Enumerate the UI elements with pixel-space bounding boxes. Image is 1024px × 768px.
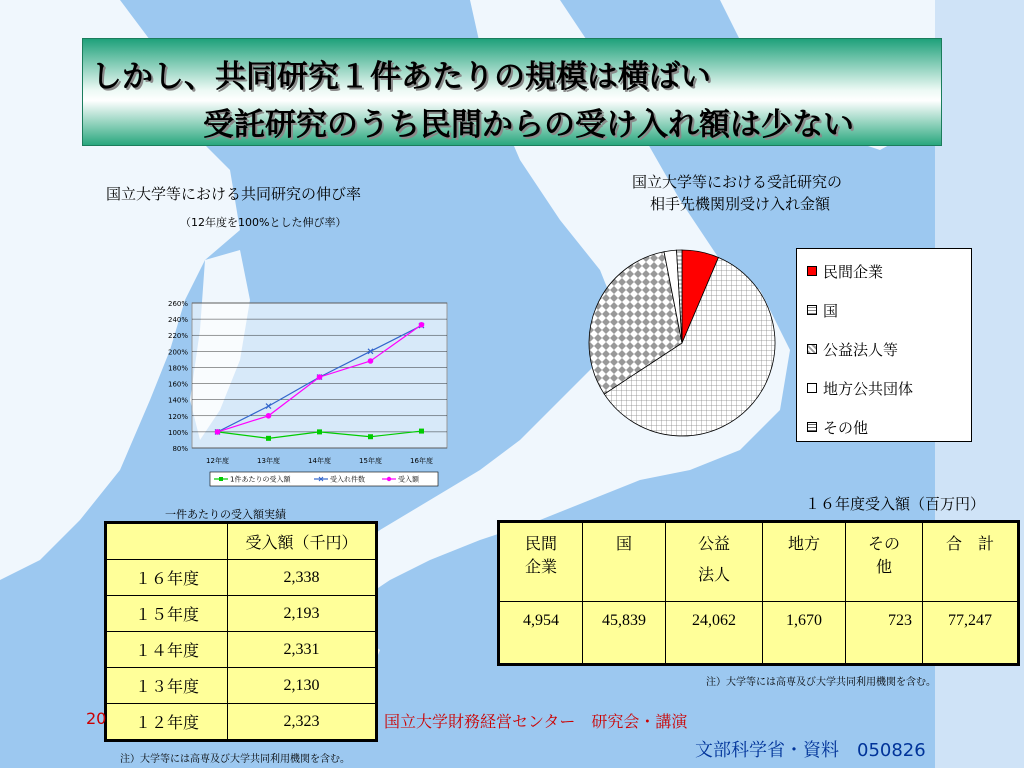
table2-note: 注）大学等には高専及び大学共同利用機関を含む。	[706, 677, 936, 688]
legend-swatch	[807, 344, 817, 354]
legend-label: 国	[823, 302, 839, 320]
y-tick-label: 80%	[172, 445, 188, 453]
x-tick-label: 15年度	[359, 457, 382, 465]
legend-label: 地方公共団体	[823, 380, 914, 398]
data-point	[419, 322, 425, 328]
table-header-cell: その 他	[846, 522, 923, 602]
pie-chart-title-line-2: 相手先機関別受け入れ金額	[650, 195, 831, 213]
line-chart	[160, 295, 450, 495]
table-row	[499, 602, 1019, 665]
y-tick-label: 120%	[167, 412, 188, 421]
table-header-cell: 合 計	[923, 522, 1019, 602]
table-header-cell: 国	[583, 522, 666, 602]
x-tick-label: 13年度	[257, 457, 280, 465]
per-case-table	[104, 521, 378, 742]
legend-label: 受入額	[398, 475, 419, 484]
data-point	[266, 413, 272, 419]
table-row	[499, 522, 1019, 602]
table-cell-value: 2,331	[228, 632, 377, 668]
y-tick-label: 100%	[167, 428, 188, 437]
data-point	[317, 429, 322, 434]
fy16-amount-table	[497, 520, 1020, 666]
y-tick-label: 240%	[167, 316, 188, 325]
legend-marker	[219, 477, 223, 481]
legend-label: 1件あたりの受入額	[230, 475, 291, 484]
title-line-2: 受託研究のうち民間からの受け入れ額は少ない	[203, 107, 854, 143]
table1-caption: 一件あたりの受入額実績	[165, 508, 286, 521]
table-cell-value: 1,670	[763, 602, 846, 665]
table-header-cell: 受入額（千円）	[228, 523, 377, 560]
table-cell-value: 2,323	[228, 704, 377, 741]
legend-label: 民間企業	[823, 263, 884, 281]
data-point	[317, 374, 323, 380]
data-point	[215, 429, 221, 435]
table-cell-value: 77,247	[923, 602, 1019, 665]
table-row	[106, 523, 377, 560]
table-cell-value: 45,839	[583, 602, 666, 665]
y-tick-label: 200%	[167, 348, 188, 357]
line-chart-title: 国立大学等における共同研究の伸び率	[106, 185, 362, 203]
table-cell-value: 24,062	[666, 602, 763, 665]
legend-swatch	[807, 305, 817, 315]
data-point	[419, 429, 424, 434]
y-tick-label: 160%	[167, 380, 188, 389]
table-header-cell	[106, 523, 228, 560]
y-tick-label: 140%	[167, 396, 188, 405]
table-row	[106, 632, 377, 668]
data-point	[368, 434, 373, 439]
line-chart-subtitle: （12年度を100%とした伸び率）	[180, 216, 347, 229]
table-header-cell: 民間 企業	[499, 522, 583, 602]
y-tick-label: 260%	[167, 300, 188, 308]
table-row	[106, 596, 377, 632]
pie-chart-title-line-1: 国立大学等における受託研究の	[632, 173, 843, 191]
x-tick-label: 16年度	[410, 457, 433, 465]
title-line-1: しかし、共同研究１件あたりの規模は横ばい	[91, 59, 711, 95]
legend-label: その他	[823, 419, 869, 437]
table-cell-year: １５年度	[106, 596, 228, 632]
table-row	[106, 704, 377, 741]
data-point	[368, 358, 374, 364]
x-tick-label: 12年度	[206, 457, 229, 465]
data-point	[266, 436, 271, 441]
table-header-cell: 公益 法人	[666, 522, 763, 602]
pie-legend	[796, 248, 972, 442]
table-cell-value: 2,130	[228, 668, 377, 704]
x-tick-label: 14年度	[308, 457, 331, 465]
table-cell-year: １３年度	[106, 668, 228, 704]
table-row	[106, 668, 377, 704]
table-cell-value: 2,193	[228, 596, 377, 632]
table-cell-year: １４年度	[106, 632, 228, 668]
legend-label: 受入れ件数	[330, 475, 365, 484]
legend-swatch	[807, 422, 817, 432]
table-header-cell: 地方	[763, 522, 846, 602]
table-cell-value: 4,954	[499, 602, 583, 665]
y-tick-label: 220%	[167, 332, 188, 341]
table-row	[106, 560, 377, 596]
footer-center: 国立大学財務経営センター 研究会・講演	[384, 712, 688, 731]
footer-left-partial: 20	[86, 709, 107, 728]
table1-note: 注）大学等には高専及び大学共同利用機関を含む。	[120, 754, 350, 765]
legend-label: 公益法人等	[823, 341, 899, 359]
table-cell-value: 723	[846, 602, 923, 665]
table2-caption: １６年度受入額（百万円）	[805, 495, 986, 513]
y-tick-label: 180%	[167, 364, 188, 373]
legend-marker	[387, 477, 391, 481]
footer-source: 文部科学省・資料 050826	[695, 740, 926, 761]
legend-swatch	[807, 383, 817, 393]
table-cell-year: １６年度	[106, 560, 228, 596]
legend-swatch	[807, 266, 817, 276]
table-cell-year: １２年度	[106, 704, 228, 741]
pie-chart	[586, 230, 786, 456]
table-cell-value: 2,338	[228, 560, 377, 596]
title-banner	[82, 38, 942, 146]
